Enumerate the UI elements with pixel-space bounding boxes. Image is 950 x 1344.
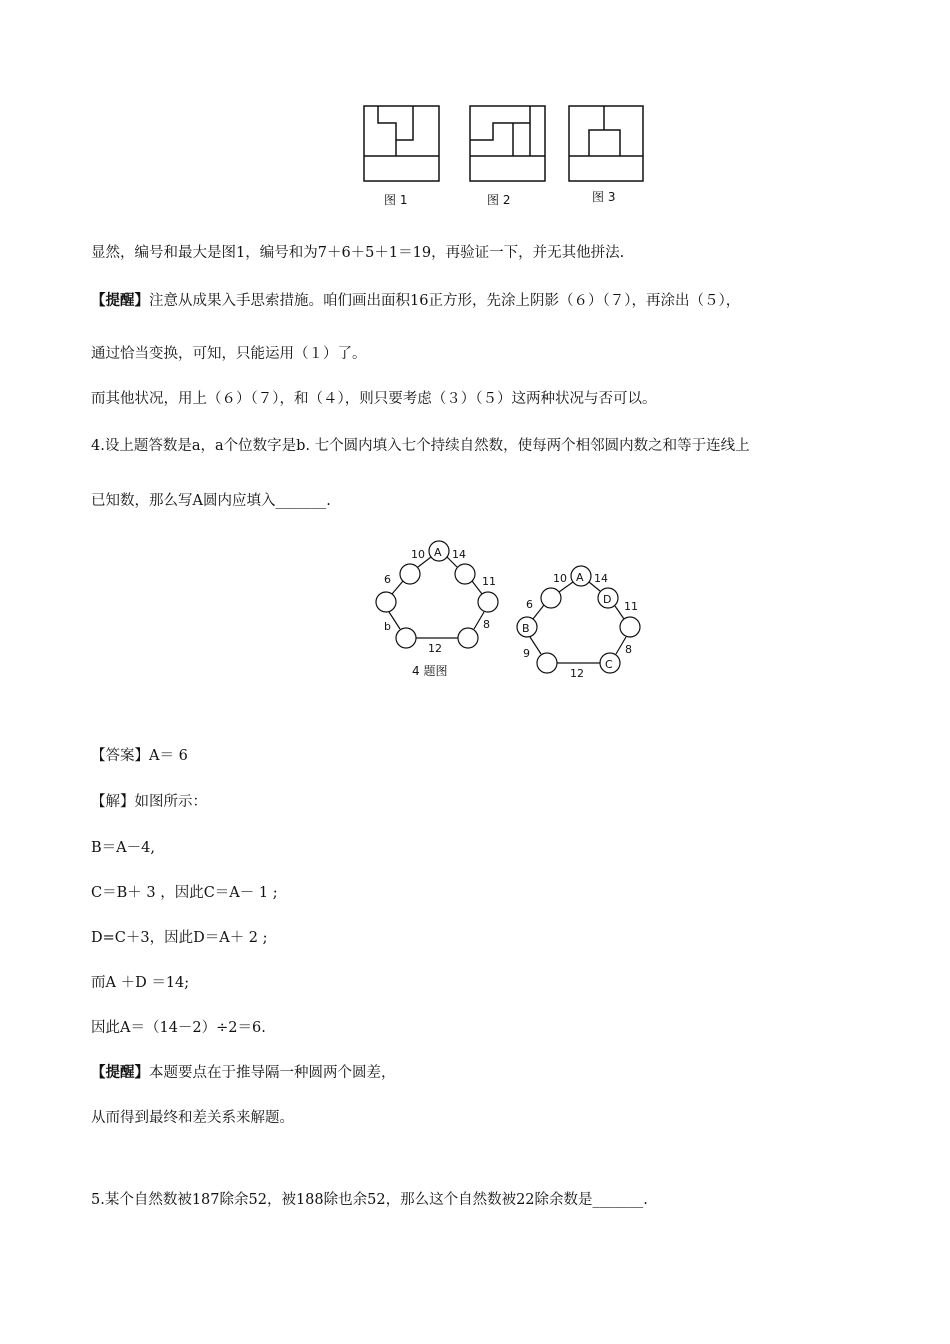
- left-edge-label: 8: [483, 618, 490, 631]
- figure-3-caption: 图 3: [592, 190, 616, 204]
- left-edge-label: 14: [452, 548, 466, 561]
- tip2-text: 本题要点在于推导隔一种圆两个圆差，: [149, 1065, 396, 1081]
- answer-tag: 【答案】: [91, 748, 149, 764]
- tip2-tag: 【提醒】: [91, 1064, 149, 1081]
- paragraph-tip-2: [91, 1063, 396, 1083]
- right-node-b-label: B: [522, 622, 530, 635]
- solution-step: C＝B＋ 3 ，因此C＝A－ 1 ;: [91, 885, 278, 901]
- figure-1-caption: 图 1: [384, 193, 408, 207]
- tip-text: 注意从成果入手思索措施。咱们画出面积16正方形，先涂上阴影（６）（７），再涂出（５），: [149, 293, 741, 309]
- question-4: 4.设上题答数是a，a个位数字是b. 七个圆内填入七个持续自然数，使每两个相邻圆内数之和等于连线上: [91, 438, 750, 454]
- right-edge-label: 11: [624, 600, 638, 613]
- right-node-d-label: D: [603, 593, 612, 606]
- right-edge-label: 12: [570, 667, 584, 680]
- solution-step: B＝A－4,: [91, 840, 155, 856]
- answer-text: A＝ 6: [149, 748, 188, 764]
- right-edge-label: 14: [594, 572, 608, 585]
- solution-step: 而A ＋D ＝14;: [91, 975, 190, 991]
- left-edge-label: 11: [482, 575, 496, 588]
- solution-intro-text: 如图所示：: [134, 794, 207, 810]
- right-edge-label: 6: [526, 598, 533, 611]
- right-node-c-label: C: [605, 658, 613, 671]
- right-node-a-label: A: [576, 571, 584, 584]
- solution-step: 因此A＝（14－2）÷2＝6.: [91, 1020, 266, 1036]
- answer-line: [91, 746, 188, 766]
- figure-2-caption: 图 2: [487, 193, 511, 207]
- left-edge-label: 10: [411, 548, 425, 561]
- tip-tag: 【提醒】: [91, 292, 149, 309]
- paragraph-conclusion: 显然，编号和最大是图1，编号和为7＋6＋5＋1＝19，再验证一下，并无其他拼法.: [91, 245, 625, 261]
- right-edge-label: 10: [553, 572, 567, 585]
- left-edge-label: 6: [384, 573, 391, 586]
- paragraph-tip-2-cont: 从而得到最终和差关系来解题。: [91, 1110, 294, 1126]
- left-node-a-label: A: [434, 546, 442, 559]
- left-edge-label: b: [384, 620, 391, 633]
- right-edge-label: 9: [523, 647, 530, 660]
- left-edge-label: 12: [428, 642, 442, 655]
- solution-step: D=C＋3，因此D＝A＋ 2 ;: [91, 930, 268, 946]
- paragraph-other-cases: 而其他状况，用上（６）（７），和（４），则只要考虑（３）（５）这两种状况与否可以。: [91, 391, 657, 407]
- paragraph-transform: 通过恰当变换，可知，只能运用（１）了。: [91, 346, 367, 362]
- question-4-cont: 已知数，那么写A圆内应填入_______.: [91, 493, 331, 509]
- figure-4-caption: 4 题图: [412, 664, 448, 678]
- solution-intro: [91, 792, 207, 812]
- right-edge-label: 8: [625, 643, 632, 656]
- question-5: 5.某个自然数被187除余52，被188除也余52，那么这个自然数被22除余数是_______.: [91, 1192, 648, 1208]
- solution-tag: 【解】: [91, 794, 135, 810]
